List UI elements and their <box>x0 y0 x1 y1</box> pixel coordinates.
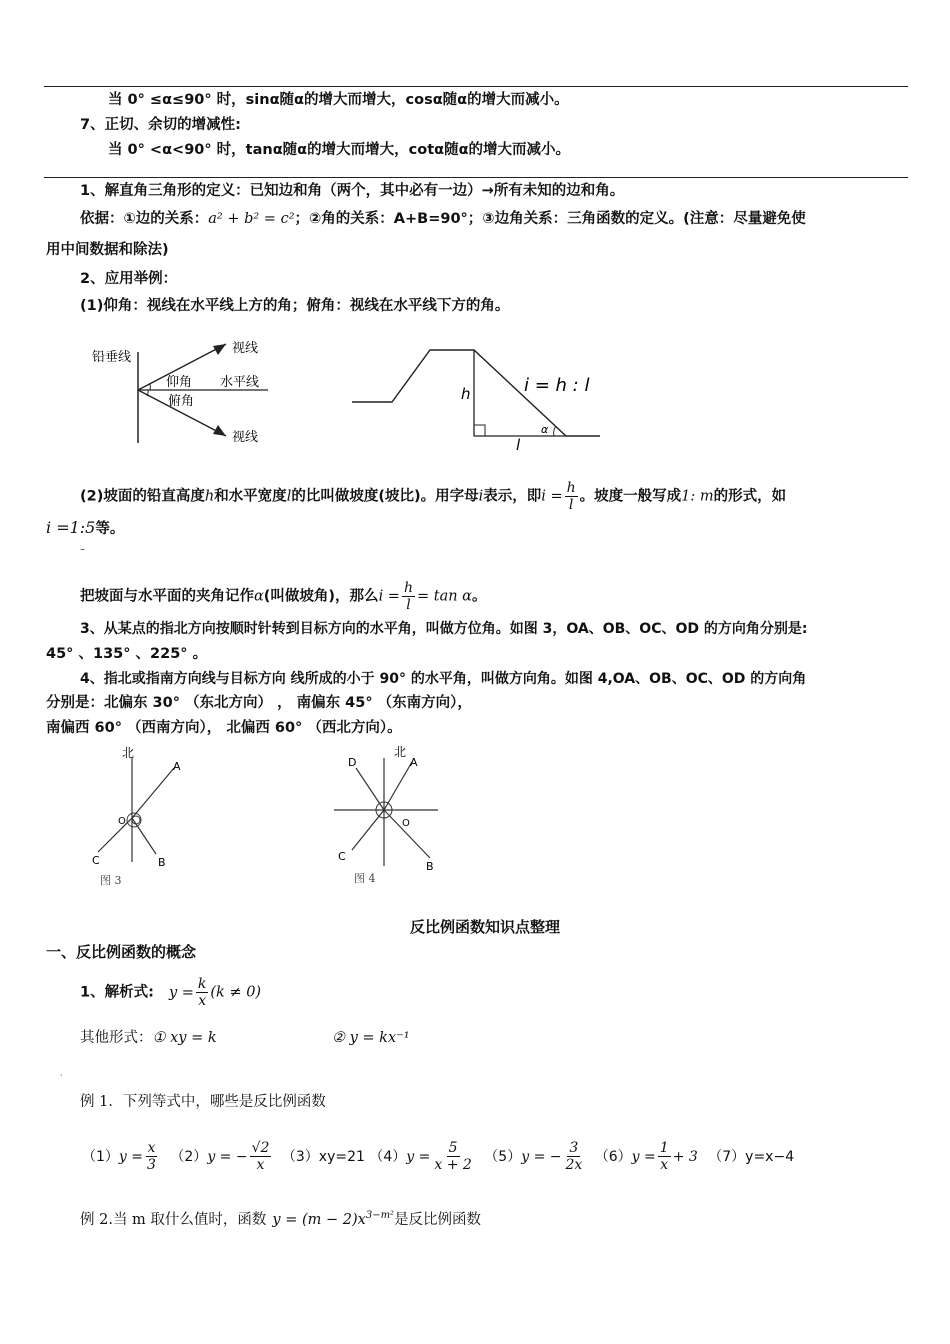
alpha-label: α <box>541 423 549 436</box>
slope-angle-definition: 把坡面与水平面的夹角记作α(叫做坡角)，那么i = $\frac{h}{l}$ = tan α。 <box>80 580 487 613</box>
horizontal-label: 水平线 <box>220 375 260 390</box>
solve-triangle-basis-cont: 用中间数据和除法) <box>46 242 169 258</box>
example-1-options <box>82 1140 794 1173</box>
l-label: l <box>516 436 521 454</box>
application-heading: 2、应用举例： <box>80 271 178 287</box>
fig4-d-label: D <box>348 756 357 769</box>
ex1-item-5: （5）y = − $\frac{3}{2x}$ <box>484 1140 583 1173</box>
bearing-values: 45° 、135° 、225° 。 <box>46 646 208 662</box>
h-label: h <box>461 385 471 403</box>
analytic-form: 1、解析式: y = $\frac{k}{x}$ (k ≠ 0) <box>80 976 262 1009</box>
figure-3 <box>92 746 181 887</box>
slope-fraction: $\frac{h}{l}$ <box>566 480 576 513</box>
fig3-ob-line <box>132 818 156 854</box>
sight-down-label: 视线 <box>232 430 259 445</box>
bearing-definition: 3、从某点的指北方向按顺时针转到目标方向的水平角，叫做方位角。如图 3，OA、OB、OC、OD 的方向角分别是: <box>80 621 808 637</box>
figure-4 <box>334 745 438 885</box>
monotonic-sin-cos: 当 0° ≤α≤90° 时，sinα随α的增大而增大，cosα随α的增大而减小。 <box>108 92 569 108</box>
example-2-prompt: 例 2.当 m 取什么值时，函数 $y = (m - 2)x^{3-m^2}$是反比例函数 <box>80 1210 482 1228</box>
inverse-section-heading: 一、反比例函数的概念 <box>46 943 197 961</box>
slope-ratio-label: i = h : l <box>524 375 590 396</box>
direction-angle-values-1: 分别是：北偏东 30° （东北方向） ， 南偏东 45° （东南方向）， <box>46 695 472 711</box>
slope-angle-fraction: $\frac{h}{l}$ <box>403 580 413 613</box>
depression-label: 俯角 <box>168 394 195 409</box>
fig4-c-label: C <box>338 850 346 863</box>
slope-example: i =1:5等。 <box>46 518 125 537</box>
fig3-oa-line <box>132 768 174 818</box>
vertical-label: 铅垂线 <box>92 350 132 365</box>
fig4-north-label: 北 <box>394 745 407 759</box>
fig3-north-label: 北 <box>122 746 135 760</box>
ex1-item-3: （3）xy=21 <box>281 1148 365 1165</box>
fig3-oc-line <box>98 818 132 852</box>
other-forms: 其他形式：① xy = k <box>80 1030 217 1046</box>
fig3-caption: 图 3 <box>100 874 122 887</box>
pythagoras-formula: a² + b² = c² <box>208 211 295 227</box>
k-over-x-fraction: $\frac{k}{x}$ <box>197 976 207 1009</box>
fig4-a-label: A <box>410 756 418 769</box>
inverse-function-title: 反比例函数知识点整理 <box>410 918 561 936</box>
other-form-2: ② y = kx⁻¹ <box>332 1030 410 1046</box>
dash-mark: – <box>80 544 85 555</box>
sight-up-label: 视线 <box>232 341 259 356</box>
monotonic-tan-cot: 当 0° <α<90° 时，tanα随α的增大而增大，cotα随α的增大而减小。 <box>108 142 571 158</box>
ex1-item-2: （2）y = − $\frac{√2}{x}$ <box>170 1140 270 1173</box>
fig3-c-label: C <box>92 854 100 867</box>
ex1-item-6: （6）y = $\frac{1}{x}$ + 3 <box>594 1140 698 1173</box>
small-dot: · <box>60 1071 63 1080</box>
fig3-o-label: O <box>118 816 126 827</box>
fig4-caption: 图 4 <box>354 872 376 885</box>
fig4-b-label: B <box>426 860 434 873</box>
direction-angle-values-2: 南偏西 60° （西南方向）， 北偏西 60° （西北方向）。 <box>46 720 402 736</box>
slope-definition: (2)坡面的铅直高度h和水平宽度l的比叫做坡度(坡比)。用字母i表示，即i = $\frac{h}{l}$ 。坡度一般写成1: m的形式，如 <box>80 480 787 513</box>
fig3-b-label: B <box>158 856 166 869</box>
ex1-item-4: （4）y = $\frac{5}{x + 2}$ <box>369 1140 472 1173</box>
example-1-prompt: 例 1．下列等式中，哪些是反比例函数 <box>80 1094 326 1110</box>
ex1-item-7: （7）y=x−4 <box>708 1148 795 1165</box>
heading-tan-cot: 7、正切、余切的增减性: <box>80 117 241 133</box>
solve-triangle-basis: 依据：①边的关系：a² + b² = c²；②角的关系：A+B=90°；③边角关系：三角函数的定义。(注意：尽量避免使 <box>80 211 806 227</box>
fig3-a-label: A <box>173 760 181 773</box>
direction-angle-definition: 4、指北或指南方向线与目标方向 线所成的小于 90° 的水平角，叫做方向角。如图 4,OA、OB、OC、OD 的方向角 <box>80 671 807 687</box>
ex1-item-1: （1）y = $\frac{x}{3}$ <box>82 1140 156 1173</box>
elevation-label: 仰角 <box>166 375 193 390</box>
solve-triangle-definition: 1、解直角三角形的定义：已知边和角（两个，其中必有一边）→所有未知的边和角。 <box>80 183 625 199</box>
fig4-o-label: O <box>402 818 410 829</box>
elevation-definition: (1)仰角：视线在水平线上方的角；俯角：视线在水平线下方的角。 <box>80 298 510 314</box>
